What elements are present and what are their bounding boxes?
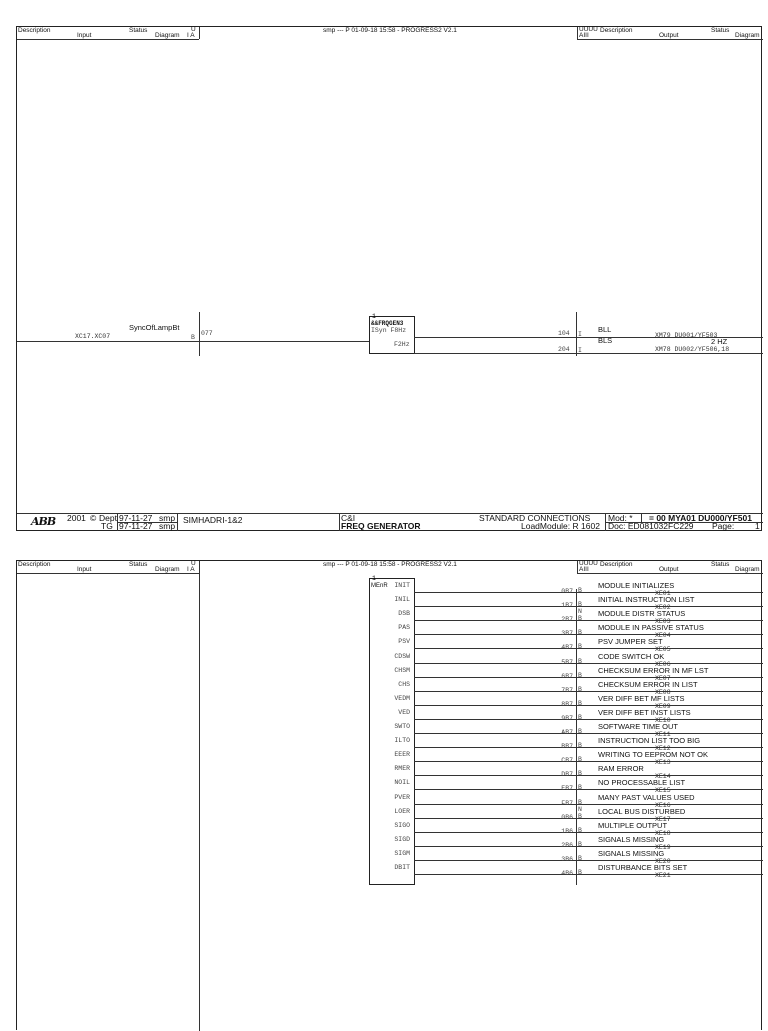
output-signal-name[interactable]: SIGNALS MISSING [598, 849, 665, 858]
header-output: Output [659, 32, 679, 39]
output-pin-b: B [578, 855, 582, 862]
header-ia-bottom: I A [187, 32, 195, 39]
output-2-pin: I [578, 347, 582, 354]
header-r-diagram: Diagram [735, 566, 760, 573]
output-wire [414, 789, 763, 790]
output-signal-ref: XE02 [655, 604, 671, 611]
output-wire [414, 874, 763, 875]
block-pin-label: DBIT [394, 864, 410, 871]
output-wire [414, 705, 763, 706]
output-2-ref: XM78 DU002/YF506,18 [655, 346, 730, 353]
tb-year: 2001 [67, 513, 86, 523]
header-ia-top: U [191, 26, 196, 33]
output-wire [414, 818, 763, 819]
header-ia-top: U [191, 560, 196, 567]
header-description: Description [18, 561, 51, 568]
header-input: Input [77, 566, 92, 573]
output-pin-b: B [578, 714, 582, 721]
output-address: 6B7 [561, 673, 573, 680]
output-wire [414, 747, 763, 748]
output-pin-b: B [578, 700, 582, 707]
block-pin-label: ILTO [394, 737, 410, 744]
output-signal-ref: XE07 [655, 675, 671, 682]
output-address: 1B7 [561, 602, 573, 609]
block-pin-label: VED [398, 709, 410, 716]
header-status: Status [129, 27, 148, 34]
block-pin-label: PAS [398, 624, 410, 631]
block-number: 1 [372, 313, 376, 320]
output-signal-name[interactable]: LOCAL BUS DISTURBED [598, 807, 686, 816]
header-description: Description [18, 27, 51, 34]
header-r-description: Description [600, 27, 633, 34]
tb-copyright: © [90, 513, 97, 523]
header-output: Output [659, 566, 679, 573]
header-aiii: AIII [579, 32, 589, 39]
header-r-status: Status [711, 561, 730, 568]
output-signal-ref: XE09 [655, 703, 671, 710]
output-2-signal: BLS [598, 336, 613, 345]
output-2-status: 2 HZ [711, 337, 728, 346]
tb-mod: Mod: * [608, 513, 633, 523]
header-left-rule [17, 39, 199, 40]
header-diagram: Diagram [155, 566, 180, 573]
tb-page-label: Page: [712, 521, 735, 531]
header-title: smp --- P 01-09-18 15:58 - PROGRESS2 V2.1 [323, 27, 457, 34]
output-pin-b: B [578, 629, 582, 636]
output-signal-ref: XE08 [655, 689, 671, 696]
output-pin-b: B [578, 784, 582, 791]
output-address: 4B6 [561, 870, 573, 877]
output-wire [414, 775, 763, 776]
output-pin-n: N [578, 608, 582, 615]
tb-id: = 00 MYA01 DU000/YF501 [649, 513, 752, 523]
header-title: smp --- P 01-09-18 15:58 - PROGRESS2 V2.1 [323, 561, 457, 568]
output-address: 4B7 [561, 644, 573, 651]
tb-dept: Dept [99, 513, 117, 523]
output-pin-b: B [578, 686, 582, 693]
output-signal-ref: XE13 [655, 759, 671, 766]
output-signal-ref: XE05 [655, 646, 671, 653]
output-signal-ref: XE04 [655, 632, 671, 639]
block-number: 1 [372, 575, 376, 582]
output-signal-name[interactable]: VER DIFF BET INST LISTS [598, 708, 691, 717]
block-pin-label: SIGM [394, 850, 410, 857]
output-signal-ref: XE12 [655, 745, 671, 752]
output-address: 2B7 [561, 616, 573, 623]
block-pin-label: SWTO [394, 723, 410, 730]
diagram-sheet-1 [16, 26, 762, 531]
output-signal-ref: XE19 [655, 844, 671, 851]
output-address: 9B7 [561, 715, 573, 722]
tb-date-1: 97-11-27 [119, 513, 153, 523]
header-status: Status [129, 561, 148, 568]
output-wire [414, 606, 763, 607]
output-wire [414, 691, 763, 692]
output-wire [414, 846, 763, 847]
output-signal-name[interactable]: MODULE DISTR STATUS [598, 609, 686, 618]
output-signal-ref: XE01 [655, 590, 671, 597]
output-pin-b: B [578, 658, 582, 665]
output-pin-b: B [578, 728, 582, 735]
output-signal-name[interactable]: CHECKSUM ERROR IN LIST [598, 680, 698, 689]
tb-standard: STANDARD CONNECTIONS [479, 513, 591, 523]
output-address: 7B7 [561, 687, 573, 694]
output-signal-ref: XE17 [655, 816, 671, 823]
block-pin-label: SIGO [394, 822, 410, 829]
function-block[interactable] [369, 313, 415, 354]
output-wire [414, 832, 763, 833]
output-signal-ref: XE20 [655, 858, 671, 865]
output-signal-name[interactable]: WRITING TO EEPROM NOT OK [598, 750, 709, 759]
header-r-description: Description [600, 561, 633, 568]
header-aiii: AIII [579, 566, 589, 573]
abb-logo: ABB [31, 515, 56, 528]
output-address: 3B7 [561, 630, 573, 637]
output-1-ref: XM79 DU001/YF503 [655, 332, 718, 339]
header-r-status: Status [711, 27, 730, 34]
header-r-diagram: Diagram [735, 32, 760, 39]
output-address: 3B6 [561, 856, 573, 863]
input-pin: B [191, 334, 195, 341]
header-left-rule [17, 573, 199, 574]
tb-project: SIMHADRI-1&2 [183, 515, 243, 525]
tb-category: C&I [341, 513, 356, 523]
output-wire-2 [414, 353, 763, 354]
output-pin-b: B [578, 756, 582, 763]
output-wire [414, 648, 763, 649]
header-diagram: Diagram [155, 32, 180, 39]
output-wire [414, 634, 763, 635]
input-signal-ref: XC17.XC07 [75, 333, 111, 340]
output-wire [414, 860, 763, 861]
output-1-signal: BLL [598, 325, 612, 334]
output-signal-name[interactable]: DISTURBANCE BITS SET [598, 863, 688, 872]
output-address: 0B7 [561, 588, 573, 595]
input-signal-name: SyncOfLampBt [129, 323, 180, 332]
block-pin-label: NOIL [394, 779, 410, 786]
input-rail [199, 312, 200, 356]
output-pin-b: B [578, 615, 582, 622]
block-out2: F2Hz [394, 341, 410, 348]
block-pin-label: VEDM [394, 695, 410, 702]
header-ia-bottom: I A [187, 566, 195, 573]
output-wire [414, 804, 763, 805]
block-pin-label: PVER [394, 794, 410, 801]
output-wire [414, 663, 763, 664]
output-1-address: 104 [558, 330, 570, 337]
tb-doc: Doc: ED081032FC229 [608, 521, 694, 531]
tb-loadmodule: LoadModule: R 1602 [521, 521, 600, 531]
block-pin-label: EEER [394, 751, 410, 758]
input-column-divider [199, 561, 200, 1031]
output-signal-name[interactable]: MULTIPLE OUTPUT [598, 821, 668, 830]
output-pin-b: B [578, 841, 582, 848]
output-signal-name[interactable]: SIGNALS MISSING [598, 835, 665, 844]
block-pin-label: CHS [398, 681, 410, 688]
block-pin-label: DSB [398, 610, 410, 617]
output-2-address: 204 [558, 346, 570, 353]
block-pin-label: RMER [394, 765, 410, 772]
header-input: Input [77, 32, 92, 39]
header-divider [577, 561, 578, 573]
output-signal-name[interactable]: CODE SWITCH OK [598, 652, 665, 661]
output-signal-ref: XE21 [655, 872, 671, 879]
output-pin-b: B [578, 770, 582, 777]
output-pin-b: B [578, 672, 582, 679]
output-wire [414, 620, 763, 621]
output-address: BB7 [561, 743, 573, 750]
block-name: MEnR [371, 583, 388, 589]
tb-divider [339, 513, 340, 531]
output-signal-ref: XE14 [655, 773, 671, 780]
output-address: 1B6 [561, 828, 573, 835]
block-io: ISyn F8Hz [371, 327, 407, 334]
output-address: 8B7 [561, 701, 573, 708]
output-address: DB7 [561, 771, 573, 778]
output-pin-b: B [578, 813, 582, 820]
header-uuuu: UUUU [579, 26, 598, 33]
output-pin-b: B [578, 869, 582, 876]
output-signal-name[interactable]: NO PROCESSABLE LIST [598, 778, 686, 787]
tb-user-1: smp [159, 513, 176, 523]
output-signal-ref: XE10 [655, 717, 671, 724]
tb-title: FREQ GENERATOR [341, 521, 421, 531]
header-right-rule [577, 39, 763, 40]
output-address: AB7 [561, 729, 573, 736]
header-right-rule [577, 573, 763, 574]
output-wire [414, 761, 763, 762]
output-pin-b: B [578, 587, 582, 594]
header-uuuu: UUUU [579, 560, 598, 567]
output-signal-name[interactable]: INITIAL INSTRUCTION LIST [598, 595, 695, 604]
output-signal-ref: XE03 [655, 618, 671, 625]
output-address: 0B6 [561, 814, 573, 821]
output-signal-ref: XE11 [655, 731, 671, 738]
output-address: CB7 [561, 757, 573, 764]
output-wire [414, 592, 763, 593]
output-signal-name[interactable]: VER DIFF BET MF LISTS [598, 694, 685, 703]
output-signal-name[interactable]: RAM ERROR [598, 764, 644, 773]
input-address: 077 [201, 330, 213, 337]
header-divider [577, 27, 578, 39]
output-wire [414, 733, 763, 734]
output-address: FB7 [561, 800, 573, 807]
block-pin-label: CHSM [394, 667, 410, 674]
block-pin-label: CDSW [394, 653, 410, 660]
block-pin-label: LOER [394, 808, 410, 815]
output-rail [576, 312, 577, 356]
output-pin-b: B [578, 827, 582, 834]
block-pin-label: INIT [394, 582, 410, 589]
output-pin-b: B [578, 742, 582, 749]
output-signal-name[interactable]: MODULE IN PASSIVE STATUS [598, 623, 704, 632]
output-signal-name[interactable]: MANY PAST VALUES USED [598, 793, 695, 802]
tb-user-2: smp [159, 521, 176, 531]
output-address: 5B7 [561, 659, 573, 666]
output-signal-name[interactable]: PSV JUMPER SET [598, 637, 663, 646]
output-address: EB7 [561, 785, 573, 792]
diagram-sheet-2 [16, 560, 762, 1030]
output-pin-b: B [578, 601, 582, 608]
output-signal-ref: XE18 [655, 830, 671, 837]
block-pin-label: INIL [394, 596, 410, 603]
block-pin-label: PSV [398, 638, 410, 645]
output-pin-n: N [578, 806, 582, 813]
tb-date-2: 97-11-27 [119, 521, 153, 531]
output-signal-name[interactable]: CHECKSUM ERROR IN MF LST [598, 666, 709, 675]
output-signal-ref: XE15 [655, 787, 671, 794]
input-wire [17, 341, 373, 342]
output-signal-ref: XE16 [655, 802, 671, 809]
output-signal-name[interactable]: INSTRUCTION LIST TOO BIG [598, 736, 701, 745]
output-address: 2B6 [561, 842, 573, 849]
output-1-pin: I [578, 331, 582, 338]
tb-page-number: 1 [755, 521, 760, 531]
block-name: &&FRQGEN3 [371, 320, 404, 327]
output-signal-name[interactable]: MODULE INITIALIZES [598, 581, 675, 590]
header-divider [199, 27, 200, 39]
output-pin-b: B [578, 799, 582, 806]
output-signal-ref: XE06 [655, 661, 671, 668]
tb-tg: TG [101, 521, 113, 531]
output-signal-name[interactable]: SOFTWARE TIME OUT [598, 722, 678, 731]
output-wire [414, 719, 763, 720]
output-pin-b: B [578, 643, 582, 650]
output-wire [414, 677, 763, 678]
block-pin-label: SIGD [394, 836, 410, 843]
